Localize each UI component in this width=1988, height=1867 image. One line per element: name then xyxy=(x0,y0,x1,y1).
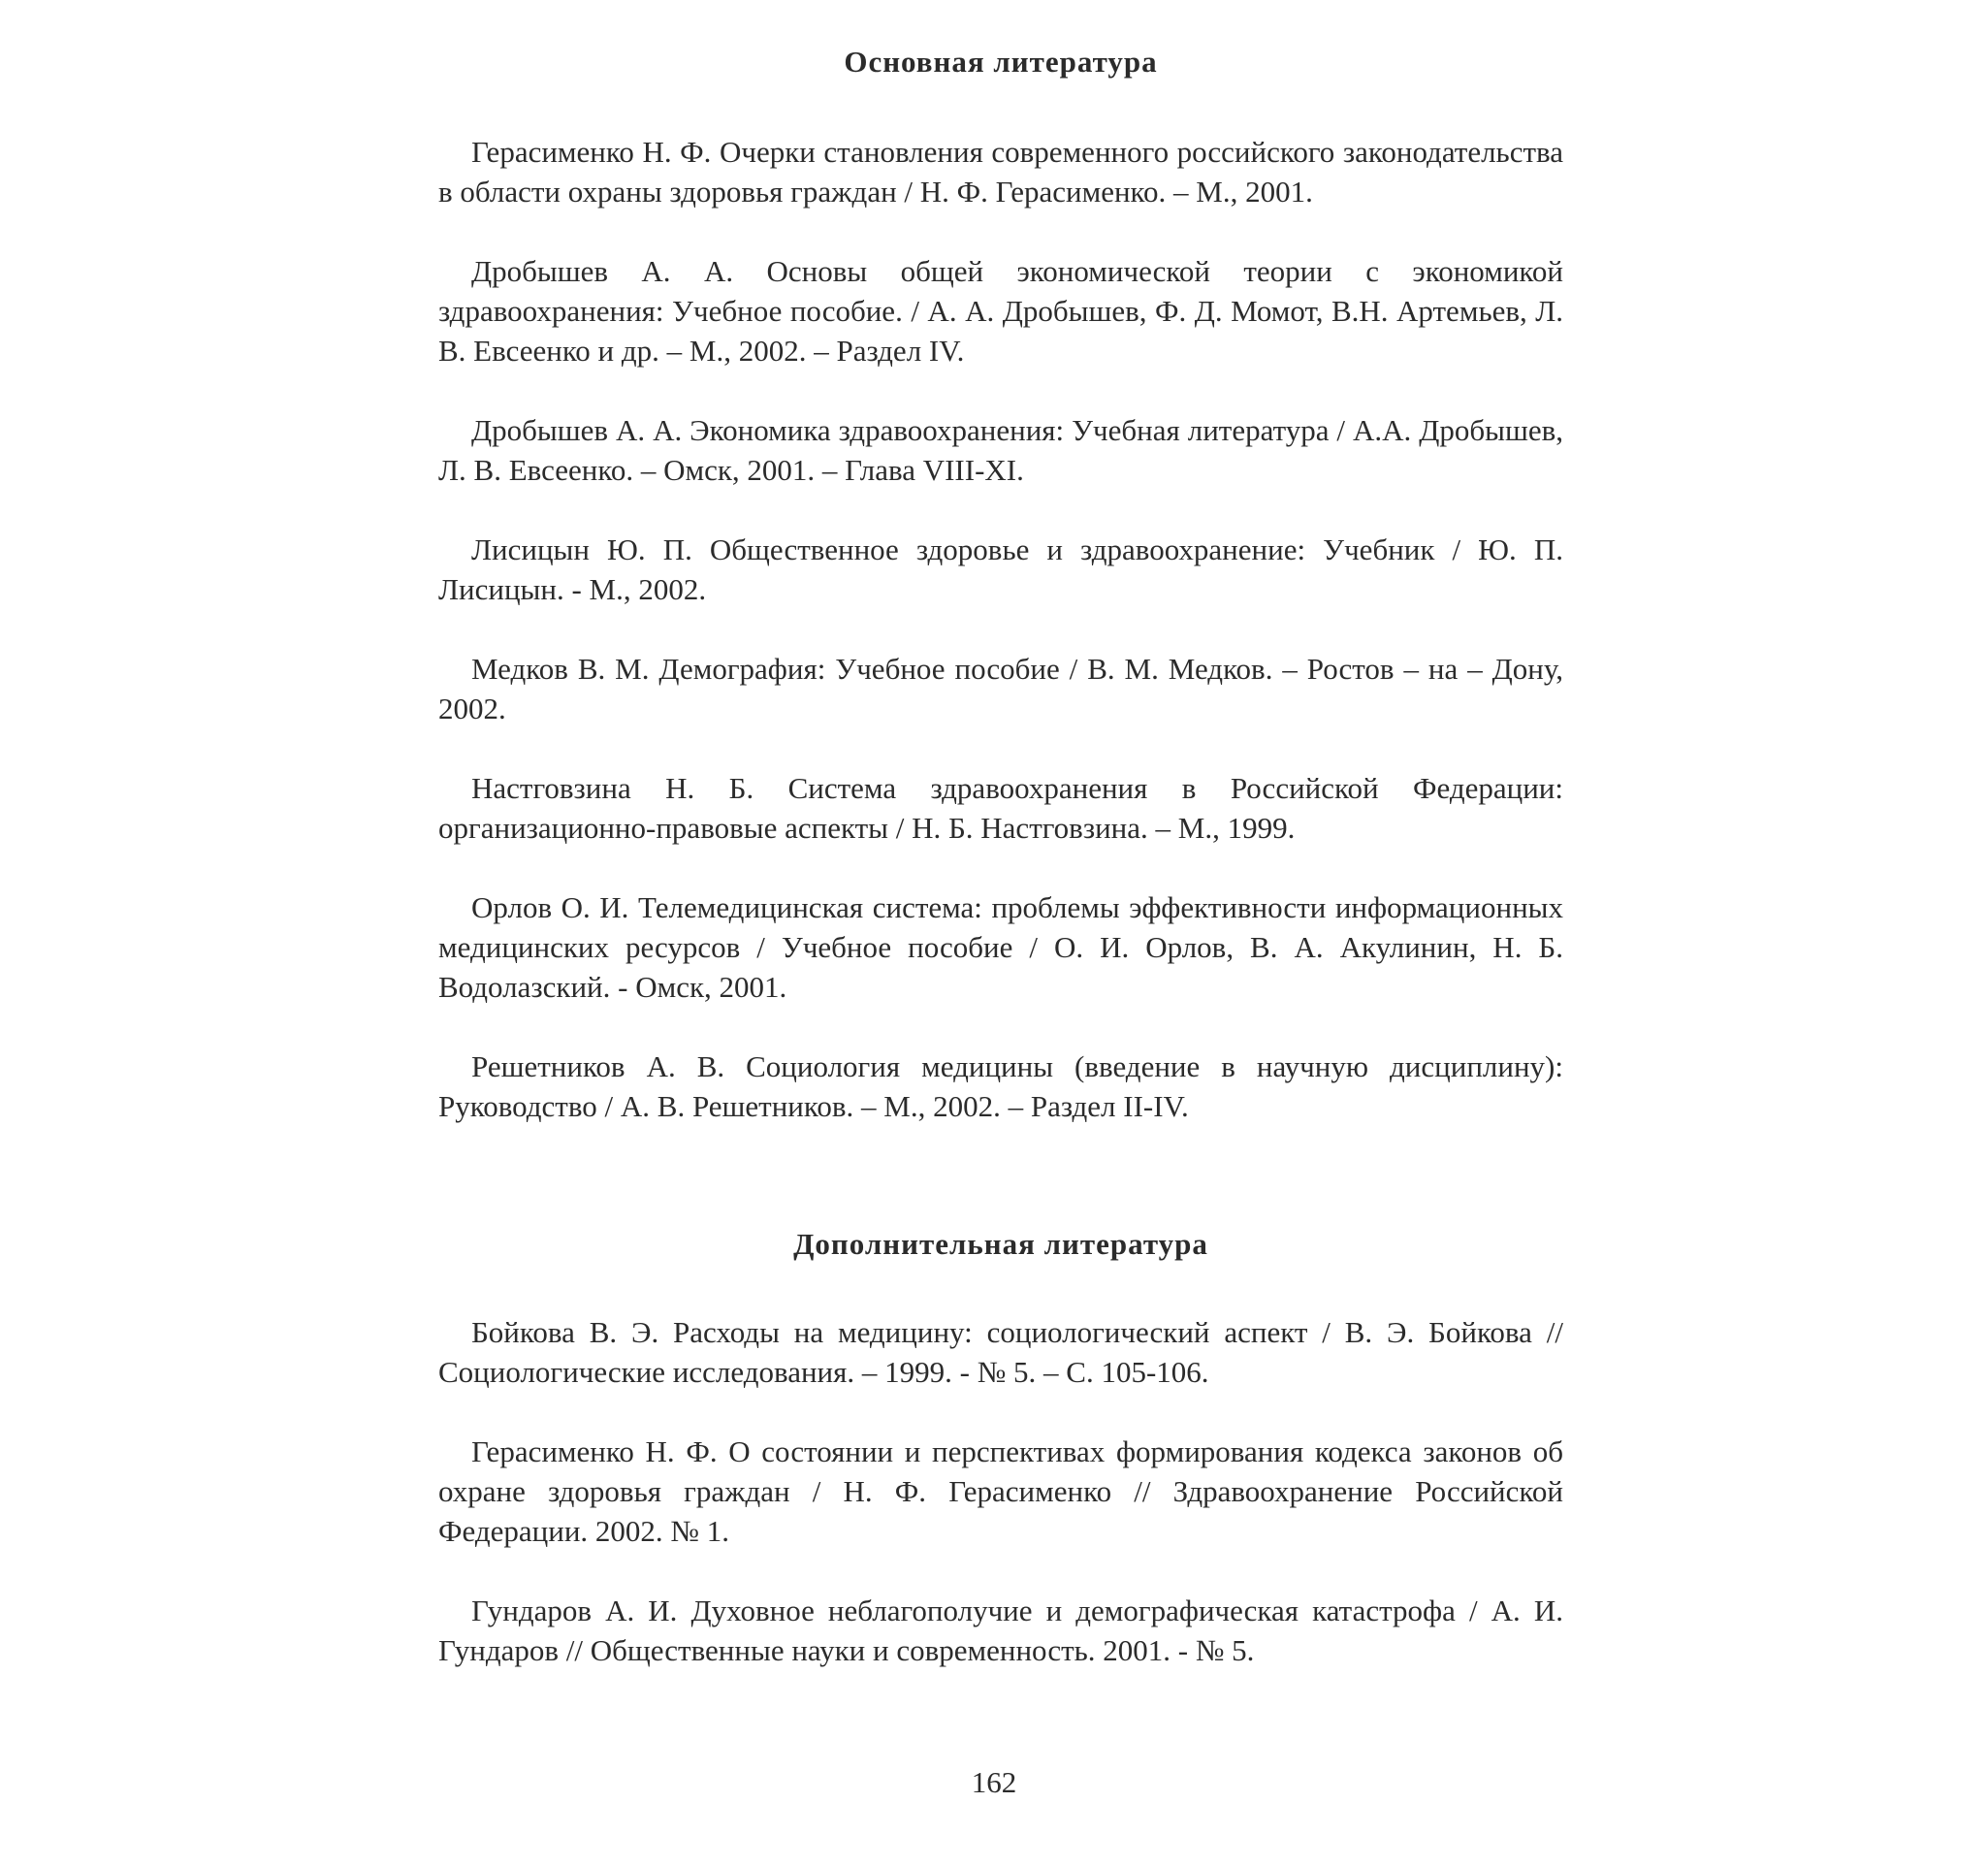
main-literature-heading: Основная литература xyxy=(844,45,1158,79)
bibliography-column xyxy=(438,37,1563,1710)
additional-literature-heading: Дополнительная литература xyxy=(793,1227,1208,1261)
reference-entry: Дробышев А. А. Экономика здравоохранения: Учебная литература / А.А. Дробышев, Л. В. Евсеенко. – Омск, 2001. – Глава VIII-XI. xyxy=(438,413,1563,487)
reference-entry: Настговзина Н. Б. Система здравоохранения в Российской Федерации: организационно-правовые аспекты / Н. Б. Настговзина. – М., 1999. xyxy=(438,771,1563,845)
reference-entry: Герасименко Н. Ф. Очерки становления современного российского законодательства в области охраны здоровья граждан / Н. Ф. Герасименко. – М., 2001. xyxy=(438,135,1563,209)
reference-entry: Решетников А. В. Социология медицины (введение в научную дисциплину): Руководство / А. В. Решетников. – М., 2002. – Раздел II-IV. xyxy=(438,1049,1563,1123)
reference-entry: Бойкова В. Э. Расходы на медицину: социологический аспект / В. Э. Бойкова // Социологические исследования. – 1999. - № 5. – С. 105-106. xyxy=(438,1315,1563,1389)
reference-entry: Лисицын Ю. П. Общественное здоровье и здравоохранение: Учебник / Ю. П. Лисицын. - М., 2002. xyxy=(438,532,1563,606)
reference-entry: Орлов О. И. Телемедицинская система: проблемы эффективности информационных медицинских ресурсов / Учебное пособие / О. И. Орлов, В. А. Акулинин, Н. Б. Водолазский. - Омск, 2001. xyxy=(438,890,1563,1004)
reference-entry: Гундаров А. И. Духовное неблагополучие и демографическая катастрофа / А. И. Гундаров // Общественные науки и современность. 2001. - № 5. xyxy=(438,1593,1563,1667)
reference-entry: Герасименко Н. Ф. О состоянии и перспективах формирования кодекса законов об охране здоровья граждан / Н. Ф. Герасименко // Здравоохранение Российской Федерации. 2002. № 1. xyxy=(438,1434,1563,1548)
reference-entry: Медков В. М. Демография: Учебное пособие / В. М. Медков. – Ростов – на – Дону, 2002. xyxy=(438,652,1563,725)
reference-entry: Дробышев А. А. Основы общей экономической теории с экономикой здравоохранения: Учебное пособие. / А. А. Дробышев, Ф. Д. Момот, В.Н. Артемьев, Л. В. Евсеенко и др. – М., 2002. – Раздел IV. xyxy=(438,254,1563,368)
page-number: 162 xyxy=(971,1765,1017,1799)
